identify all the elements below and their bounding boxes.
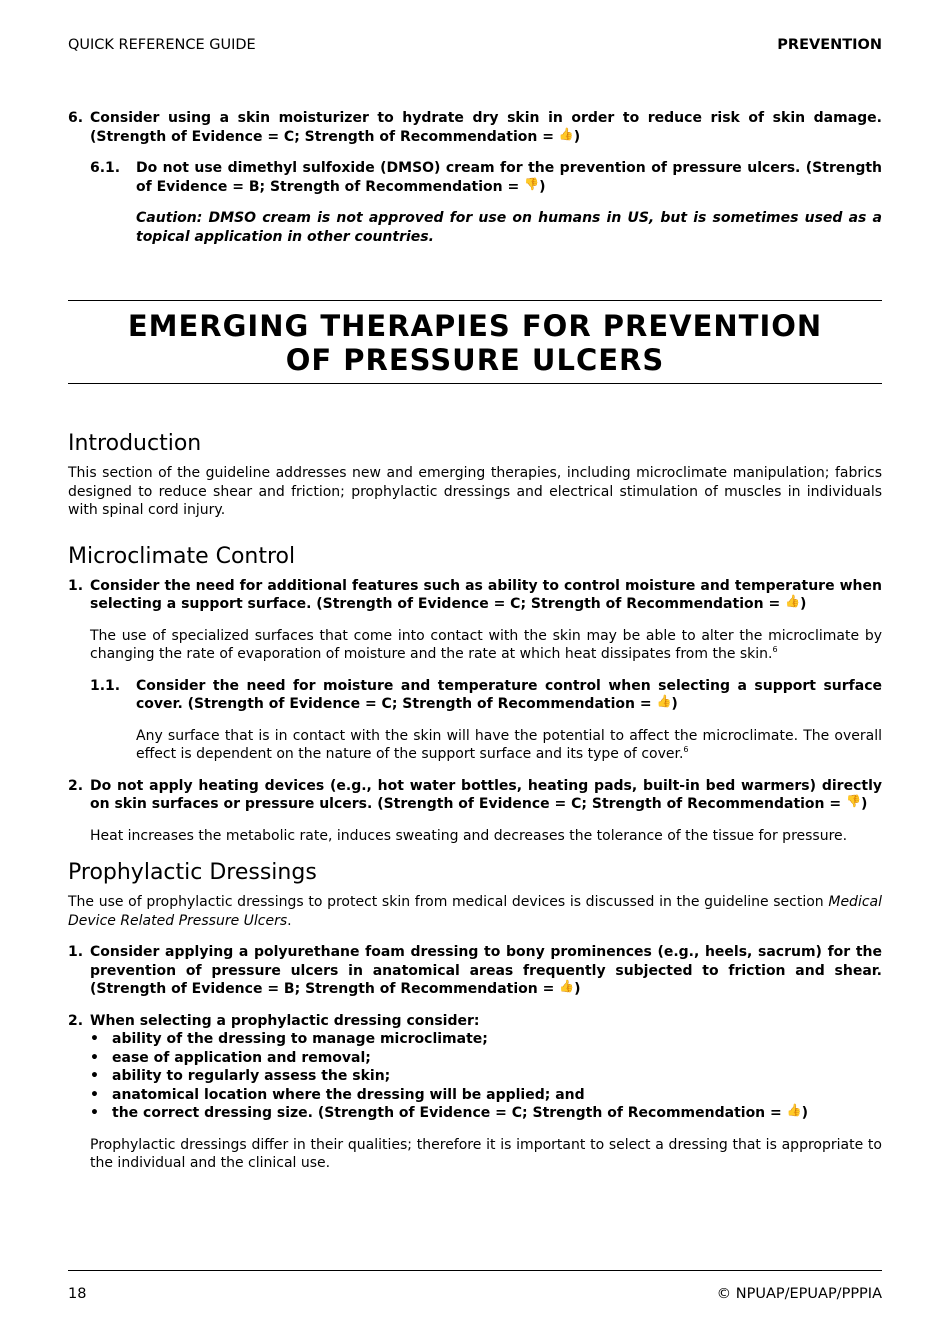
paragraph-text: Any surface that is in contact with the skin will have the potential to affect the microclimate. The overall effect is dependent on the nature of the support surface and its type of cover. xyxy=(136,727,882,762)
rec-number: 6. xyxy=(68,110,84,126)
rec-close: ) xyxy=(671,696,678,712)
microclimate-recommendation-2 xyxy=(68,777,882,814)
rec-close: ) xyxy=(800,596,807,612)
paragraph-end: . xyxy=(287,912,292,929)
page-content xyxy=(68,109,882,1173)
rec-close: ) xyxy=(860,796,868,812)
list-item: • anatomical location where the dressing will be applied; and xyxy=(90,1086,882,1105)
reference-number: 6 xyxy=(772,645,778,654)
page-number: 18 xyxy=(68,1286,87,1302)
rec-close: ) xyxy=(574,981,581,997)
microclimate-recommendation-1 xyxy=(68,577,882,614)
introduction-heading: Introduction xyxy=(68,431,202,456)
rec-close: ) xyxy=(801,1105,808,1121)
section-title xyxy=(68,301,882,383)
rec-close: ) xyxy=(573,128,581,145)
title-bottom-rule xyxy=(68,383,882,384)
rec-number: 1. xyxy=(68,577,84,594)
rec-number: 2. xyxy=(68,1012,84,1029)
rec-text: When selecting a prophylactic dressing consider: xyxy=(90,1012,480,1029)
prophylactic-recommendation-1 xyxy=(68,943,882,999)
recommendation-6-1 xyxy=(68,159,882,196)
rec-text: Consider using a skin moisturizer to hydrate dry skin in order to reduce risk of skin damage. (Strength of Evidence = C; Strength of Recommendation = xyxy=(90,110,882,145)
microclimate-paragraph-1 xyxy=(68,627,882,664)
rec-text: Do not apply heating devices (e.g., hot water bottles, heating pads, built-in bed warmers) directly on skin surfaces or pressure ulcers. (Strength of Evidence = C; Strength of Recommendation = xyxy=(90,777,882,812)
thumbs-up-icon: 👍 xyxy=(656,694,672,708)
caution-note: Caution: DMSO cream is not approved for use on humans in US, but is sometimes used as a topical application in other countries. xyxy=(136,210,882,245)
copyright: © NPUAP/EPUAP/PPPIA xyxy=(716,1286,882,1302)
introduction-text: This section of the guideline addresses new and emerging therapies, including microclimate manipulation; fabrics designed to reduce shear and friction; prophylactic dressings and electrical stimulation of muscles in individuals with spinal cord injury. xyxy=(68,465,882,518)
prophylactic-recommendation-2 xyxy=(68,1012,882,1031)
section-title-line-2: OF PRESSURE ULCERS xyxy=(285,343,665,377)
thumbs-up-icon: 👍 xyxy=(558,126,574,141)
list-item: • ease of application and removal; xyxy=(90,1049,882,1068)
list-item-text: the correct dressing size. (Strength of Evidence = C; Strength of Recommendation = xyxy=(112,1105,787,1121)
thumbs-up-icon: 👍 xyxy=(559,979,575,993)
thumbs-down-icon: 👎 xyxy=(524,176,540,191)
rec-text: Consider the need for moisture and temperature control when selecting a support surface cover. (Strength of Evidence = C; Strength of Recommendation = xyxy=(136,677,882,712)
rec-number: 1.1. xyxy=(90,677,121,694)
reference-number: 6 xyxy=(683,745,689,754)
rec-text: Do not use dimethyl sulfoxide (DMSO) cream for the prevention of pressure ulcers. (Strength of Evidence = B; Strength of Recommendation = xyxy=(136,160,882,195)
paragraph-text: The use of prophylactic dressings to protect skin from medical devices is discussed in the guideline section xyxy=(68,894,829,910)
rec-number: 6.1. xyxy=(90,160,121,176)
rec-number: 1. xyxy=(68,944,84,960)
paragraph-text: The use of specialized surfaces that come into contact with the skin may be able to alter the microclimate by changing the rate of evaporation of moisture and the rate at which heat dissipates from the skin. xyxy=(90,627,882,662)
list-item xyxy=(90,1104,882,1123)
header-guide-title: QUICK REFERENCE GUIDE xyxy=(68,37,256,53)
prophylactic-paragraph: Prophylactic dressings differ in their qualities; therefore it is important to select a dressing that is appropriate to the individual and the clinical use. xyxy=(90,1136,882,1171)
dressing-criteria-list xyxy=(68,1030,882,1123)
footer-rule xyxy=(68,1270,882,1271)
rec-number: 2. xyxy=(68,777,84,794)
thumbs-down-icon: 👎 xyxy=(846,794,861,808)
rec-text: Consider applying a polyurethane foam dressing to bony prominences (e.g., heels, sacrum) for the prevention of pressure ulcers in anatomical areas frequently subjected to friction and shear. (Strength of Evidence = B; Strength of Recommendation = xyxy=(90,944,882,997)
recommendation-6 xyxy=(68,109,882,146)
list-item: • ability to regularly assess the skin; xyxy=(90,1067,882,1086)
microclimate-recommendation-1-1 xyxy=(68,677,882,714)
rec-text: Consider the need for additional features such as ability to control moisture and temperature when selecting a support surface. (Strength of Evidence = C; Strength of Recommendation = xyxy=(90,577,882,612)
thumbs-up-icon: 👍 xyxy=(785,594,801,608)
microclimate-heading: Microclimate Control xyxy=(68,543,296,569)
rec-close: ) xyxy=(539,178,546,195)
header-section-name: PREVENTION xyxy=(777,37,882,53)
section-reference: Medical Device Related Pressure Ulcers xyxy=(68,894,882,929)
microclimate-paragraph-2 xyxy=(68,727,882,764)
prophylactic-intro xyxy=(68,893,882,930)
list-item: • ability of the dressing to manage microclimate; xyxy=(90,1030,882,1049)
thumbs-up-icon: 👍 xyxy=(786,1103,802,1117)
microclimate-paragraph-3: Heat increases the metabolic rate, induces sweating and decreases the tolerance of the tissue for pressure. xyxy=(90,827,848,844)
prophylactic-heading: Prophylactic Dressings xyxy=(68,860,317,885)
section-title-line-1: EMERGING THERAPIES FOR PREVENTION xyxy=(127,309,823,343)
